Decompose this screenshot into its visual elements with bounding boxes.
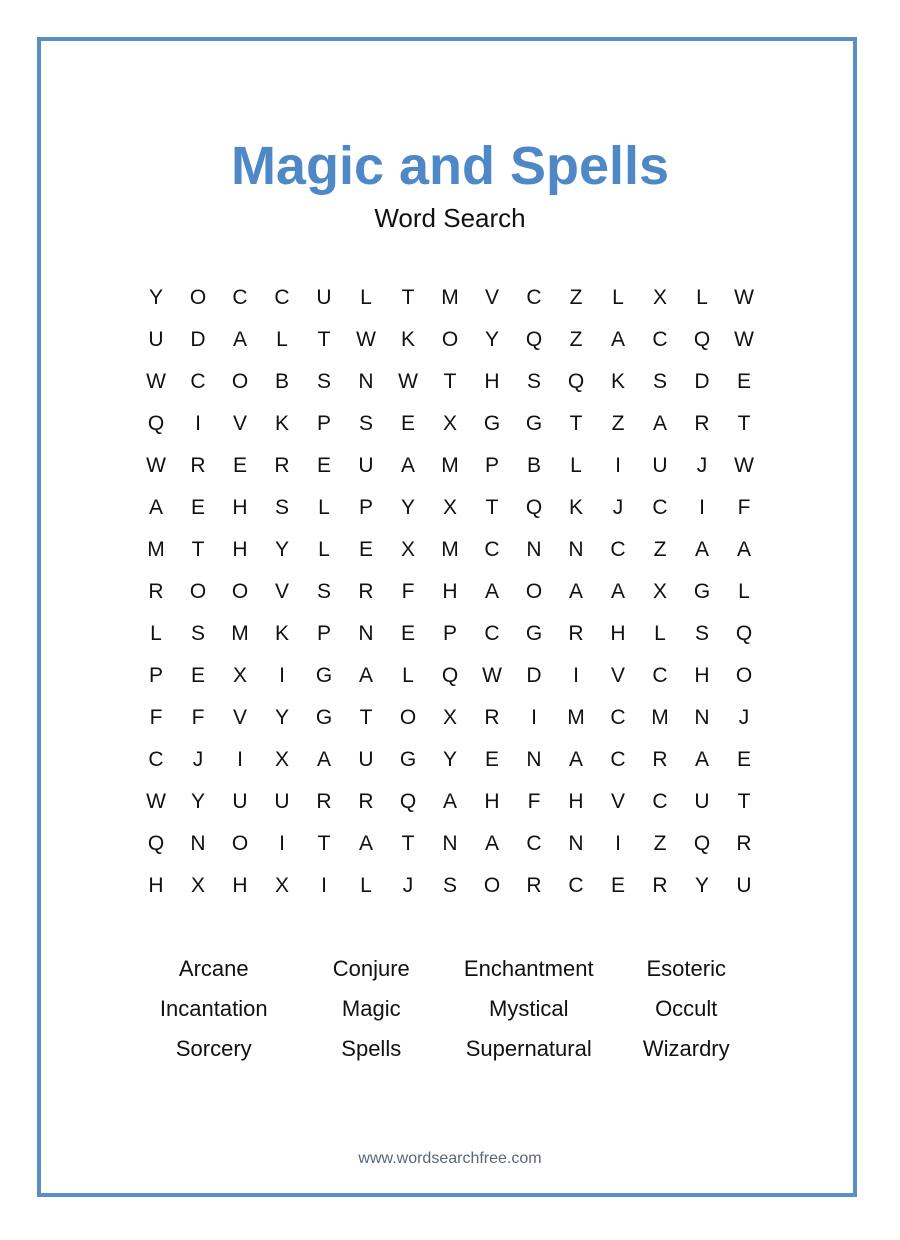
grid-letter[interactable]: E: [736, 748, 751, 771]
word-list-item: Magic: [341, 996, 401, 1021]
grid-letter[interactable]: E: [232, 454, 247, 477]
grid-letter[interactable]: V: [274, 580, 289, 603]
grid-letter[interactable]: Z: [611, 412, 625, 435]
grid-letter[interactable]: G: [483, 412, 501, 435]
grid-letter[interactable]: X: [274, 748, 289, 771]
grid-letter[interactable]: I: [279, 832, 285, 855]
grid-letter[interactable]: C: [652, 664, 668, 687]
grid-letter[interactable]: A: [316, 748, 331, 771]
grid-letter[interactable]: Q: [441, 664, 459, 687]
grid-letter[interactable]: D: [190, 328, 206, 351]
grid-letter[interactable]: E: [190, 664, 205, 687]
grid-letter[interactable]: S: [274, 496, 289, 519]
grid-letter[interactable]: T: [443, 370, 457, 393]
grid-letter[interactable]: I: [195, 412, 201, 435]
grid-letter[interactable]: P: [316, 412, 331, 435]
grid-letter[interactable]: D: [526, 664, 542, 687]
grid-letter[interactable]: M: [567, 706, 585, 729]
grid-letter[interactable]: T: [737, 790, 751, 813]
grid-letter[interactable]: R: [652, 748, 668, 771]
grid-letter[interactable]: A: [442, 790, 457, 813]
grid-letter[interactable]: N: [526, 748, 542, 771]
grid-letter[interactable]: U: [652, 454, 668, 477]
grid-letter[interactable]: O: [735, 664, 753, 687]
grid-letter[interactable]: X: [190, 874, 205, 897]
grid-letter[interactable]: A: [484, 832, 499, 855]
grid-letter[interactable]: W: [356, 328, 376, 351]
grid-letter[interactable]: O: [189, 286, 207, 309]
grid-letter[interactable]: Q: [399, 790, 417, 813]
grid-letter[interactable]: D: [694, 370, 710, 393]
grid-letter[interactable]: V: [232, 412, 247, 435]
grid-letter[interactable]: N: [190, 832, 206, 855]
grid-letter[interactable]: A: [232, 328, 247, 351]
grid-letter[interactable]: E: [400, 622, 415, 645]
word-list-item: Arcane: [178, 956, 249, 981]
grid-letter[interactable]: C: [652, 790, 668, 813]
grid-letter[interactable]: X: [652, 286, 667, 309]
grid-letter[interactable]: F: [401, 580, 415, 603]
grid-letter[interactable]: R: [274, 454, 290, 477]
grid-letter[interactable]: E: [400, 412, 415, 435]
grid-letter[interactable]: G: [525, 622, 543, 645]
grid-letter[interactable]: S: [316, 580, 331, 603]
grid-letter[interactable]: G: [399, 748, 417, 771]
grid-letter[interactable]: A: [484, 580, 499, 603]
grid-letter[interactable]: R: [316, 790, 332, 813]
grid-letter[interactable]: L: [276, 328, 288, 351]
grid-letter[interactable]: N: [358, 622, 374, 645]
grid-letter[interactable]: U: [358, 748, 374, 771]
grid-letter[interactable]: P: [442, 622, 457, 645]
grid-letter[interactable]: Z: [569, 286, 583, 309]
grid-letter[interactable]: V: [610, 664, 625, 687]
grid-letter[interactable]: I: [321, 874, 327, 897]
grid-letter[interactable]: A: [610, 580, 625, 603]
grid-letter[interactable]: Q: [735, 622, 753, 645]
puzzle-title: Magic and Spells: [230, 136, 670, 196]
grid-letter[interactable]: F: [527, 790, 541, 813]
grid-letter[interactable]: F: [191, 706, 205, 729]
grid-letter[interactable]: Y: [442, 748, 457, 771]
grid-letter[interactable]: N: [442, 832, 458, 855]
grid-letter[interactable]: G: [315, 706, 333, 729]
word-list-item: Esoteric: [646, 956, 726, 981]
grid-letter[interactable]: H: [568, 790, 584, 813]
grid-letter[interactable]: N: [358, 370, 374, 393]
grid-letter[interactable]: Q: [147, 412, 165, 435]
grid-letter[interactable]: U: [316, 286, 332, 309]
grid-letter[interactable]: L: [360, 874, 372, 897]
grid-letter[interactable]: I: [279, 664, 285, 687]
word-list-item: Mystical: [489, 996, 569, 1021]
grid-letter[interactable]: M: [441, 538, 459, 561]
word-list-item: Spells: [341, 1036, 402, 1061]
grid-letter[interactable]: L: [654, 622, 666, 645]
grid-letter[interactable]: S: [526, 370, 541, 393]
grid-letter[interactable]: C: [484, 538, 500, 561]
grid-letter[interactable]: P: [358, 496, 373, 519]
word-list-item: Wizardry: [642, 1036, 730, 1061]
grid-letter[interactable]: E: [190, 496, 205, 519]
grid-letter[interactable]: X: [442, 496, 457, 519]
grid-letter[interactable]: N: [568, 832, 584, 855]
grid-letter[interactable]: Y: [484, 328, 499, 351]
grid-letter[interactable]: K: [274, 622, 289, 645]
grid-letter[interactable]: E: [358, 538, 373, 561]
grid-letter[interactable]: C: [568, 874, 584, 897]
grid-letter[interactable]: C: [484, 622, 500, 645]
grid-letter[interactable]: F: [737, 496, 751, 519]
grid-letter[interactable]: R: [484, 706, 500, 729]
word-list-item: Enchantment: [463, 956, 594, 981]
grid-letter[interactable]: Y: [274, 538, 289, 561]
grid-letter[interactable]: I: [573, 664, 579, 687]
grid-letter[interactable]: U: [274, 790, 290, 813]
grid-letter[interactable]: B: [526, 454, 541, 477]
grid-letter[interactable]: T: [485, 496, 499, 519]
grid-letter[interactable]: I: [699, 496, 705, 519]
grid-letter[interactable]: B: [274, 370, 289, 393]
grid-letter[interactable]: T: [317, 328, 331, 351]
grid-letter[interactable]: R: [190, 454, 206, 477]
grid-letter[interactable]: Y: [274, 706, 289, 729]
grid-letter[interactable]: U: [358, 454, 374, 477]
grid-letter[interactable]: I: [615, 832, 621, 855]
grid-letter[interactable]: U: [736, 874, 752, 897]
grid-letter[interactable]: H: [694, 664, 710, 687]
grid-letter[interactable]: M: [231, 622, 249, 645]
grid-letter[interactable]: M: [441, 454, 459, 477]
grid-letter[interactable]: A: [610, 328, 625, 351]
grid-letter[interactable]: L: [360, 286, 372, 309]
grid-letter[interactable]: C: [652, 496, 668, 519]
grid-letter[interactable]: R: [358, 790, 374, 813]
grid-letter[interactable]: Y: [694, 874, 709, 897]
grid-letter[interactable]: T: [737, 412, 751, 435]
grid-letter[interactable]: O: [525, 580, 543, 603]
grid-letter[interactable]: R: [736, 832, 752, 855]
grid-letter[interactable]: K: [274, 412, 289, 435]
grid-letter[interactable]: F: [149, 706, 163, 729]
grid-letter[interactable]: L: [696, 286, 708, 309]
grid-letter[interactable]: O: [231, 370, 249, 393]
grid-letter[interactable]: H: [442, 580, 458, 603]
grid-letter[interactable]: W: [734, 328, 754, 351]
grid-letter[interactable]: H: [484, 370, 500, 393]
grid-letter[interactable]: Q: [525, 496, 543, 519]
grid-letter[interactable]: Y: [400, 496, 415, 519]
grid-letter[interactable]: K: [400, 328, 415, 351]
grid-letter[interactable]: O: [441, 328, 459, 351]
grid-letter[interactable]: Q: [693, 328, 711, 351]
grid-letter[interactable]: C: [610, 706, 626, 729]
grid-letter[interactable]: S: [190, 622, 205, 645]
grid-letter[interactable]: N: [526, 538, 542, 561]
grid-letter[interactable]: C: [148, 748, 164, 771]
grid-letter[interactable]: O: [231, 580, 249, 603]
grid-letter[interactable]: H: [484, 790, 500, 813]
grid-letter[interactable]: C: [610, 538, 626, 561]
grid-letter[interactable]: Z: [569, 328, 583, 351]
grid-letter[interactable]: T: [569, 412, 583, 435]
grid-letter[interactable]: H: [232, 538, 248, 561]
grid-letter[interactable]: V: [232, 706, 247, 729]
grid-letter[interactable]: J: [612, 496, 624, 519]
grid-letter[interactable]: U: [694, 790, 710, 813]
grid-letter[interactable]: H: [610, 622, 626, 645]
grid-letter[interactable]: A: [736, 538, 751, 561]
grid-letter[interactable]: K: [568, 496, 583, 519]
grid-letter[interactable]: E: [316, 454, 331, 477]
grid-letter[interactable]: L: [318, 538, 330, 561]
grid-letter[interactable]: S: [442, 874, 457, 897]
grid-letter[interactable]: R: [358, 580, 374, 603]
letter-grid: [135, 277, 765, 907]
grid-letter[interactable]: W: [482, 664, 502, 687]
grid-letter[interactable]: R: [568, 622, 584, 645]
grid-letter[interactable]: Y: [148, 286, 163, 309]
grid-letter[interactable]: V: [484, 286, 499, 309]
grid-letter[interactable]: W: [734, 454, 754, 477]
grid-letter[interactable]: W: [398, 370, 418, 393]
grid-letter[interactable]: O: [483, 874, 501, 897]
grid-letter[interactable]: X: [400, 538, 415, 561]
grid-letter[interactable]: A: [694, 538, 709, 561]
grid-letter[interactable]: M: [651, 706, 669, 729]
grid-letter[interactable]: A: [358, 664, 373, 687]
grid-letter[interactable]: L: [738, 580, 750, 603]
grid-letter[interactable]: C: [190, 370, 206, 393]
grid-letter[interactable]: T: [191, 538, 205, 561]
grid-letter[interactable]: Y: [190, 790, 205, 813]
grid-letter[interactable]: L: [612, 286, 624, 309]
grid-letter[interactable]: X: [442, 412, 457, 435]
grid-letter[interactable]: N: [568, 538, 584, 561]
grid-letter[interactable]: U: [148, 328, 164, 351]
grid-letter[interactable]: A: [652, 412, 667, 435]
grid-letter[interactable]: W: [146, 454, 166, 477]
grid-letter[interactable]: M: [147, 538, 165, 561]
grid-letter[interactable]: A: [148, 496, 163, 519]
grid-letter[interactable]: P: [148, 664, 163, 687]
word-list: [135, 949, 765, 1069]
grid-letter[interactable]: X: [232, 664, 247, 687]
grid-letter[interactable]: I: [615, 454, 621, 477]
word-list-item: Sorcery: [175, 1036, 252, 1061]
grid-letter[interactable]: J: [192, 748, 204, 771]
grid-letter[interactable]: V: [610, 790, 625, 813]
grid-letter[interactable]: H: [148, 874, 164, 897]
grid-letter[interactable]: A: [400, 454, 415, 477]
grid-letter[interactable]: C: [526, 286, 542, 309]
puzzle-subtitle: Word Search: [374, 203, 526, 233]
grid-letter[interactable]: T: [401, 286, 415, 309]
grid-letter[interactable]: P: [484, 454, 499, 477]
grid-letter[interactable]: S: [358, 412, 373, 435]
grid-letter[interactable]: X: [652, 580, 667, 603]
grid-letter[interactable]: A: [694, 748, 709, 771]
grid-letter[interactable]: L: [402, 664, 414, 687]
grid-letter[interactable]: T: [401, 832, 415, 855]
grid-letter[interactable]: L: [150, 622, 162, 645]
grid-letter[interactable]: E: [736, 370, 751, 393]
grid-letter[interactable]: Q: [525, 328, 543, 351]
word-list-item: Occult: [655, 996, 718, 1021]
grid-letter[interactable]: A: [568, 748, 583, 771]
grid-letter[interactable]: I: [531, 706, 537, 729]
grid-letter[interactable]: A: [358, 832, 373, 855]
grid-letter[interactable]: C: [232, 286, 248, 309]
grid-letter[interactable]: R: [694, 412, 710, 435]
grid-letter[interactable]: S: [652, 370, 667, 393]
grid-letter[interactable]: Q: [567, 370, 585, 393]
grid-letter[interactable]: S: [316, 370, 331, 393]
grid-letter[interactable]: H: [232, 874, 248, 897]
grid-letter[interactable]: W: [734, 286, 754, 309]
grid-letter[interactable]: N: [694, 706, 710, 729]
grid-letter[interactable]: G: [315, 664, 333, 687]
grid-letter[interactable]: J: [696, 454, 708, 477]
grid-letter[interactable]: X: [274, 874, 289, 897]
grid-letter[interactable]: Z: [653, 832, 667, 855]
grid-letter[interactable]: Q: [693, 832, 711, 855]
grid-letter[interactable]: L: [318, 496, 330, 519]
word-list-item: Incantation: [159, 996, 268, 1021]
grid-letter[interactable]: R: [652, 874, 668, 897]
grid-letter[interactable]: X: [442, 706, 457, 729]
grid-letter[interactable]: C: [526, 832, 542, 855]
grid-letter[interactable]: U: [232, 790, 248, 813]
grid-letter[interactable]: W: [146, 370, 166, 393]
grid-letter[interactable]: E: [610, 874, 625, 897]
grid-letter[interactable]: C: [274, 286, 290, 309]
grid-letter[interactable]: R: [148, 580, 164, 603]
grid-letter[interactable]: J: [738, 706, 750, 729]
grid-letter[interactable]: C: [610, 748, 626, 771]
grid-letter[interactable]: Z: [653, 538, 667, 561]
word-list-item: Conjure: [332, 956, 410, 981]
word-list-item: Supernatural: [465, 1036, 592, 1061]
grid-letter[interactable]: O: [189, 580, 207, 603]
grid-letter[interactable]: T: [359, 706, 373, 729]
grid-letter[interactable]: S: [694, 622, 709, 645]
grid-letter[interactable]: P: [316, 622, 331, 645]
grid-letter[interactable]: G: [525, 412, 543, 435]
grid-letter[interactable]: H: [232, 496, 248, 519]
grid-letter[interactable]: K: [610, 370, 625, 393]
grid-letter[interactable]: A: [568, 580, 583, 603]
grid-letter[interactable]: M: [441, 286, 459, 309]
grid-letter[interactable]: T: [317, 832, 331, 855]
grid-letter[interactable]: W: [146, 790, 166, 813]
grid-letter[interactable]: E: [484, 748, 499, 771]
footer-url[interactable]: www.wordsearchfree.com: [358, 1150, 542, 1167]
grid-letter[interactable]: L: [570, 454, 582, 477]
grid-letter[interactable]: G: [693, 580, 711, 603]
grid-letter[interactable]: J: [402, 874, 414, 897]
grid-letter[interactable]: R: [526, 874, 542, 897]
grid-letter[interactable]: O: [399, 706, 417, 729]
grid-letter[interactable]: O: [231, 832, 249, 855]
grid-letter[interactable]: Q: [147, 832, 165, 855]
grid-letter[interactable]: I: [237, 748, 243, 771]
grid-letter[interactable]: C: [652, 328, 668, 351]
